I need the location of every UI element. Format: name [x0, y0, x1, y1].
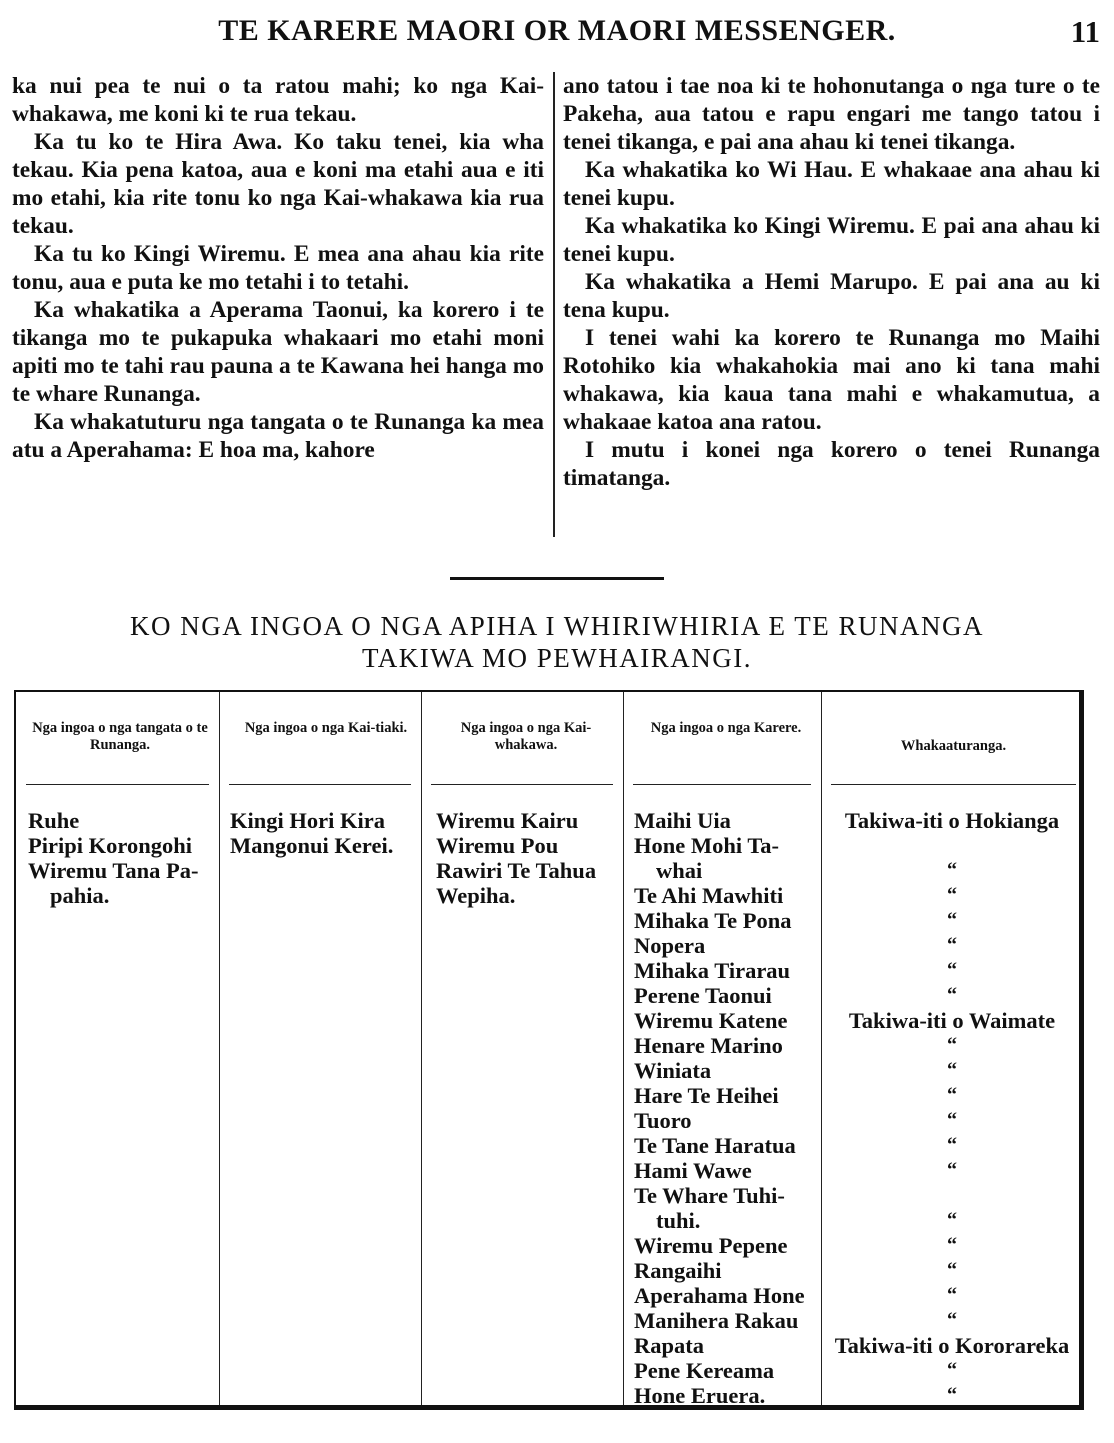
table-entry: Hone Mohi Ta-	[634, 833, 780, 858]
ditto-mark: “	[947, 1134, 957, 1156]
section-title-line: TAKIWA MO PEWHAIRANGI.	[361, 643, 753, 673]
header-rule	[633, 784, 811, 785]
table-column-rule	[219, 692, 220, 1405]
newspaper-title: TE KARERE MAORI OR MAORI MESSENGER.	[218, 14, 896, 47]
header-rule	[229, 784, 411, 785]
table-entry: Mangonui Kerei.	[230, 833, 394, 858]
table-entry: Perene Taonui	[634, 983, 772, 1008]
ditto-mark: “	[947, 959, 957, 981]
paragraph: Ka whakatika ko Kingi Wiremu. E pai ana ahau ki tenei kupu.	[563, 213, 1100, 267]
ditto-mark: “	[947, 1084, 957, 1106]
paragraph: I mutu i konei nga korero o tenei Runanga timatanga.	[563, 437, 1100, 491]
paragraph: ka nui pea te nui o ta ratou mahi; ko nga Kai-whakawa, me koni ki te rua tekau.	[12, 73, 544, 127]
column-rule	[553, 72, 555, 537]
paragraph: Ka whakatika ko Wi Hau. E whakaae ana ahau ki tenei kupu.	[563, 157, 1100, 211]
table-entry: Wiremu Tana Pa-	[28, 858, 199, 883]
table-entry: Wiremu Pepene	[634, 1233, 788, 1258]
article-columns	[12, 72, 1102, 542]
table-entry: Ruhe	[28, 808, 80, 833]
paragraph: Ka whakatuturu nga tangata o te Runanga ka mea atu a Aperahama: E hoa ma, kahore	[12, 409, 544, 463]
page-number: 11	[1070, 14, 1100, 49]
table-entry: Rangaihi	[634, 1258, 722, 1283]
header-rule	[26, 784, 209, 785]
table-column-rule	[421, 692, 422, 1405]
kai-tiaki-names	[230, 808, 418, 858]
table-entry: Mihaka Tirarau	[634, 958, 791, 983]
ditto-mark: “	[947, 1259, 957, 1281]
district-entry: Takiwa-iti o Kororareka	[834, 1333, 1070, 1358]
table-entry: Maihi Uia	[634, 808, 731, 833]
table-entry: Aperahama Hone	[634, 1283, 805, 1308]
table-column-rule	[623, 692, 624, 1405]
ditto-mark: “	[947, 1209, 957, 1231]
ditto-mark: “	[947, 1159, 957, 1181]
whakaaturanga-entries	[822, 808, 1082, 1408]
table-entry: Wiremu Pou	[436, 833, 559, 858]
column-header: Nga ingoa o nga Kai-whakawa.	[460, 720, 592, 753]
table-entry: Hami Wawe	[634, 1158, 752, 1183]
district-entry	[822, 1183, 1082, 1208]
table-entry: Hare Te Heihei	[634, 1083, 779, 1108]
table-entry: Kingi Hori Kira	[230, 808, 385, 833]
table-entry: Pene Kereama	[634, 1358, 775, 1383]
ditto-mark: “	[947, 1284, 957, 1306]
paragraph: Ka tu ko te Hira Awa. Ko taku tenei, kia wha tekau. Kia pena katoa, aua e koni ma etahi aua e iti mo etahi, kia rite tonu ko nga Kai-whakawa kia rua tekau.	[12, 129, 544, 239]
paragraph: Ka tu ko Kingi Wiremu. E mea ana ahau kia rite tonu, aua e puta ke mo tetahi i to tetahi.	[12, 241, 544, 295]
ditto-mark: “	[947, 909, 957, 931]
ditto-mark: “	[947, 1109, 957, 1131]
table-entry: tuhi.	[656, 1208, 701, 1233]
karere-names	[634, 808, 820, 1408]
paragraph: Ka whakatika a Aperama Taonui, ka korero i te tikanga mo te pukapuka whakaari mo etahi moni apiti mo te tahi rau pauna a te Kawana hei hanga mo te whare Runanga.	[12, 297, 544, 407]
district-entry	[822, 833, 1082, 858]
table-entry: Wiremu Kairu	[436, 808, 579, 833]
left-column	[12, 72, 544, 464]
table-entry: Wiremu Katene	[634, 1008, 788, 1033]
table-entry: whai	[656, 858, 703, 883]
ditto-mark: “	[947, 1059, 957, 1081]
table-entry: Manihera Rakau	[634, 1308, 799, 1333]
page-header	[0, 8, 1114, 52]
district-entry: Takiwa-iti o Hokianga	[844, 808, 1060, 833]
section-divider	[450, 577, 664, 580]
table-entry: Piripi Korongohi	[28, 833, 192, 858]
runanga-members	[28, 808, 216, 908]
section-title	[10, 610, 1104, 674]
kai-whakawa-names	[436, 808, 621, 908]
table-entry: Henare Marino	[634, 1033, 783, 1058]
ditto-mark: “	[947, 1234, 957, 1256]
ditto-mark: “	[947, 1384, 957, 1406]
ditto-mark: “	[947, 984, 957, 1006]
paragraph: Ka whakatika a Hemi Marupo. E pai ana au ki tena kupu.	[563, 269, 1100, 323]
header-rule	[831, 784, 1076, 785]
column-header: Nga ingoa o nga Kai-tiaki.	[244, 720, 408, 736]
ditto-mark: “	[947, 859, 957, 881]
ditto-mark: “	[947, 1034, 957, 1056]
officers-table	[14, 690, 1084, 1410]
table-entry: Hone Eruera.	[634, 1383, 766, 1408]
paragraph: ano tatou i tae noa ki te hohonutanga o nga ture o te Pakeha, aua tatou e rapu engari me tango tatou i tenei tikanga, e pai ana ahau ki tenei tikanga.	[563, 73, 1100, 155]
ditto-mark: “	[947, 1359, 957, 1381]
table-entry: Te Tane Haratua	[634, 1133, 796, 1158]
column-header: Whakaaturanga.	[900, 738, 1007, 754]
section-title-line: KO NGA INGOA O NGA APIHA I WHIRIWHIRIA E TE RUNANGA	[130, 611, 984, 641]
column-header: Nga ingoa o nga Karere.	[650, 720, 802, 736]
ditto-mark: “	[947, 934, 957, 956]
table-entry: Rawiri Te Tahua	[436, 858, 597, 883]
paragraph: I tenei wahi ka korero te Runanga mo Maihi Rotohiko kia whakahokia mai ano ki tana mahi whakawa, kia kaua tana mahi e whakamutua, a whakaae katoa ana ratou.	[563, 325, 1100, 435]
right-column	[563, 72, 1100, 492]
table-entry: Te Ahi Mawhiti	[634, 883, 784, 908]
ditto-mark: “	[947, 884, 957, 906]
district-entry: Takiwa-iti o Waimate	[848, 1008, 1056, 1033]
table-entry: Tuoro	[634, 1108, 692, 1133]
ditto-mark: “	[947, 1309, 957, 1331]
table-entry: Te Whare Tuhi-	[634, 1183, 785, 1208]
column-header: Nga ingoa o nga tangata o te Runanga.	[32, 720, 208, 753]
table-entry: Mihaka Te Pona	[634, 908, 792, 933]
table-entry: Wepiha.	[436, 883, 516, 908]
header-rule	[431, 784, 613, 785]
table-entry: pahia.	[50, 883, 110, 908]
table-entry: Winiata	[634, 1058, 712, 1083]
table-entry: Rapata	[634, 1333, 705, 1358]
table-entry: Nopera	[634, 933, 706, 958]
